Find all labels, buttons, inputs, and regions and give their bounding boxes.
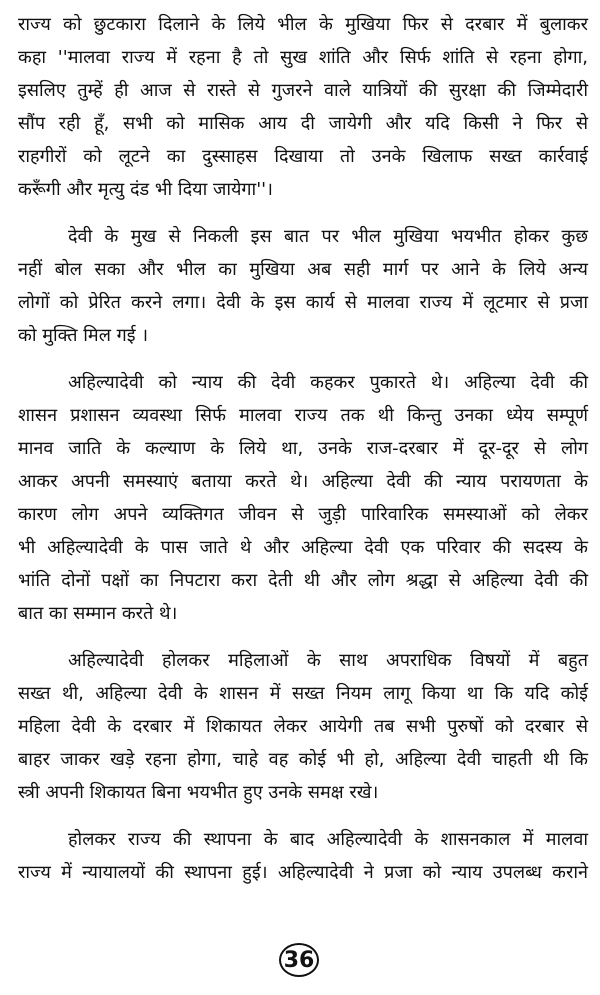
body-text	[18, 8, 588, 903]
text-line: अहिल्यादेवी को न्याय की देवी कहकर पुकारते थे। अहिल्या देवी की	[68, 372, 588, 393]
text-line: अहिल्यादेवी होलकर महिलाओं के साथ अपराधिक विषयों में बहुत	[68, 650, 588, 671]
paragraph-3	[18, 366, 588, 630]
text-line: लोगों को प्रेरित करने लगा। देवी के इस कार्य से मालवा राज्य में लूटमार से प्रजा	[18, 292, 588, 313]
text-line: आकर अपनी समस्याएं बताया करते थे। अहिल्या देवी की न्याय परायणता के	[18, 471, 588, 492]
paragraph-5	[18, 823, 588, 889]
text-line: सौंप रही हूँ, सभी को मासिक आय दी जायेगी और यदि किसी ने फिर से	[18, 113, 588, 134]
text-line: कहा ''मालवा राज्य में रहना है तो सुख शांति और सिर्फ शांति से रहना होगा,	[18, 47, 588, 68]
text-line: नहीं बोल सका और भील का मुखिया अब सही मार्ग पर आने के लिये अन्य	[18, 259, 588, 280]
text-line: देवी के मुख से निकली इस बात पर भील मुखिया भयभीत होकर कुछ	[68, 226, 588, 247]
text-line: महिला देवी के दरबार में शिकायत लेकर आयेगी तब सभी पुरुषों को दरबार से	[18, 716, 588, 737]
text-line: बात का सम्मान करते थे।	[18, 603, 178, 624]
text-line: बाहर जाकर खड़े रहना होगा, चाहे वह कोई भी हो, अहिल्या देवी चाहती थी कि	[18, 749, 588, 770]
text-line: कारण लोग अपने व्यक्तिगत जीवन से जुड़ी पारिवारिक समस्याओं को लेकर	[18, 504, 588, 525]
text-line: राज्य को छुटकारा दिलाने के लिये भील के मुखिया फिर से दरबार में बुलाकर	[18, 14, 588, 35]
paragraph-4	[18, 644, 588, 809]
text-line: स्त्री अपनी शिकायत बिना भयभीत हुए उनके समक्ष रखे।	[18, 782, 379, 803]
text-line: करूँगी और मृत्यु दंड भी दिया जायेगा''।	[18, 179, 273, 200]
text-line: शासन प्रशासन व्यवस्था सिर्फ मालवा राज्य तक थी किन्तु उनका ध्येय सम्पूर्ण	[18, 405, 588, 426]
text-line: होलकर राज्य की स्थापना के बाद अहिल्यादेवी के शासनकाल में मालवा	[68, 829, 588, 850]
text-line: भांति दोनों पक्षों का निपटारा करा देती थी और लोग श्रद्धा से अहिल्या देवी की	[18, 570, 588, 591]
text-line: इसलिए तुम्हें ही आज से रास्ते से गुजरने वाले यात्रियों की सुरक्षा की जिम्मेदारी	[18, 80, 588, 101]
text-line: को मुक्ति मिल गई ।	[18, 325, 149, 346]
paragraph-1	[18, 8, 588, 206]
text-line: भी अहिल्यादेवी के पास जाते थे और अहिल्या देवी एक परिवार की सदस्य के	[18, 537, 588, 558]
text-line: सख्त थी, अहिल्या देवी के शासन में सख्त नियम लागू किया था कि यदि कोई	[18, 683, 588, 704]
text-line: मानव जाति के कल्याण के लिये था, उनके राज-दरबार में दूर-दूर से लोग	[18, 438, 588, 459]
text-line: राहगीरों को लूटने का दुस्साहस दिखाया तो उनके खिलाफ सख्त कार्रवाई	[18, 146, 588, 167]
text-line: राज्य में न्यायालयों की स्थापना हुई। अहिल्यादेवी ने प्रजा को न्याय उपलब्ध कराने	[18, 862, 588, 883]
page-number: 36	[279, 943, 319, 977]
paragraph-2	[18, 220, 588, 352]
